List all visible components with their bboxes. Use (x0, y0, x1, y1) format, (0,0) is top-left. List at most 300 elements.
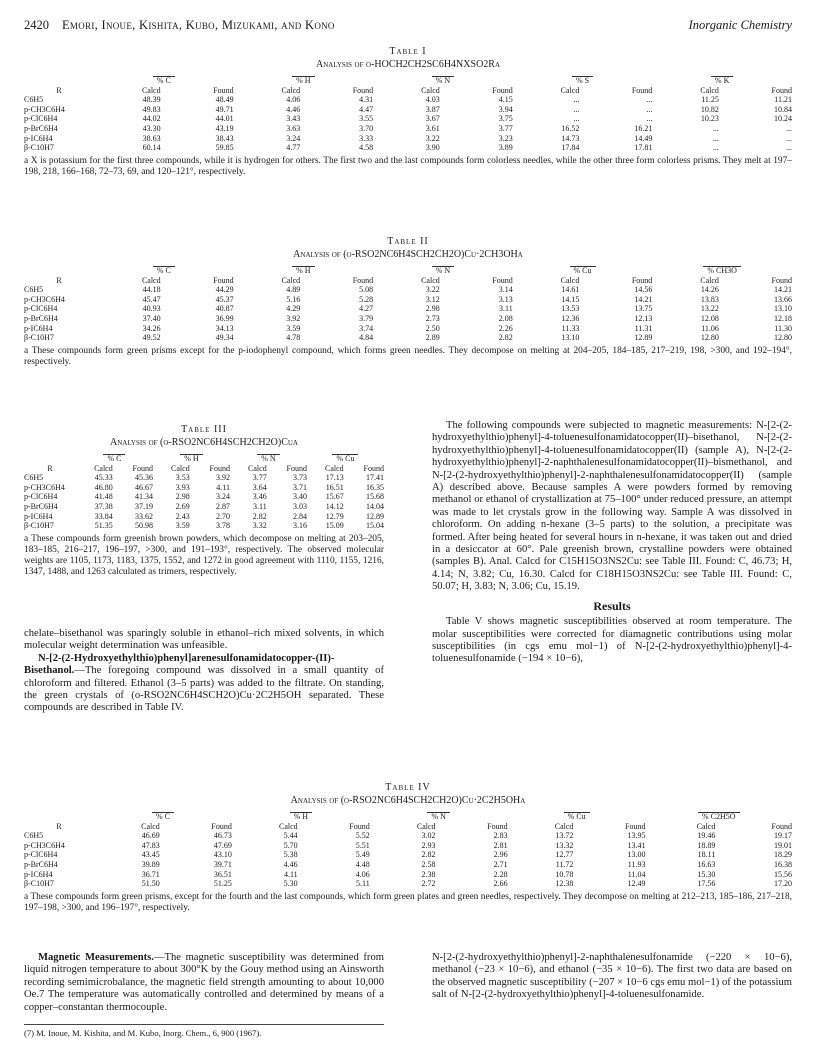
table-cell: 2.93 (421, 840, 436, 850)
group-header-label: % Cu (564, 812, 590, 821)
table-cell: 40.93 (142, 304, 161, 314)
table-cell: 3.13 (498, 294, 513, 304)
table-cell: 18.11 (697, 850, 716, 860)
results-heading: Results (593, 598, 631, 613)
table-cell: 13.66 (774, 294, 792, 304)
table-cell: 4.89 (286, 285, 301, 295)
table-cell: 3.89 (498, 143, 513, 153)
group-header (234, 72, 374, 86)
sub-header-cell: Calcd (281, 275, 301, 285)
sub-header-cell: Calcd (141, 85, 161, 95)
group-header-label: % N (432, 76, 454, 85)
row-label: p-ClC6H4 (24, 492, 58, 502)
sub-header-cell: Found (771, 275, 792, 285)
table-cell: 13.83 (700, 294, 719, 304)
left-para-1: chelate–bisethanol was sparingly soluble in ethanol–rich mixed solvents, in which molecular weight determination was unfeasible. (24, 628, 384, 652)
table-cell: 15.56 (774, 869, 792, 879)
table-cell: 4.27 (359, 304, 374, 314)
table-1-label: Table I (389, 46, 427, 57)
r-header: R (56, 85, 62, 95)
right-para-2: Table V shows magnetic susceptibilities observed at room temperature. The molar susceptibilities were corrected for diamagnetic contributions using molar susceptibilities (in cgs emu mol−1) of N-[2-(2-hydroxyethylthio)phenyl]-4-toluenesulfonamide (−194 × 10−6), (432, 616, 792, 665)
table-cell: 4.15 (498, 95, 513, 105)
table-row (24, 304, 792, 314)
table-cell: 50.98 (134, 521, 153, 531)
table-cell: 10.24 (774, 114, 792, 124)
table-cell: 4.48 (355, 859, 370, 869)
table-cell: 17.81 (634, 143, 653, 153)
table-cell: 11.21 (774, 95, 792, 105)
sub-header-cell: Found (213, 85, 234, 95)
sub-header-cell: Found (209, 463, 230, 473)
table-2-note: a These compounds form green prisms except for the p-iodophenyl compound, which forms green needles. They decompose on melting at 204–205, 184–185, 217–219, 198, >300, and 192–194°, respectively. (24, 345, 792, 367)
table-cell: 2.69 (175, 501, 190, 511)
left-para-2-body: —The foregoing compound was dissolved in a small quantity of chloroform and filtered. Ethanol (3–5 parts) was added to the filtrate. On standing, the green crystals of (o-RSO2NC6H4SCH2O)Cu·2C2H5OH separated. These compounds are described in Table IV. (24, 665, 384, 714)
table-cell: 3.74 (359, 323, 374, 333)
sub-header-cell: Found (211, 821, 232, 831)
table-cell: 13.22 (700, 304, 719, 314)
table-cell: ... (573, 104, 580, 114)
row-label: p-CH3C6H4 (24, 104, 65, 114)
table-cell: 46.73 (213, 831, 232, 841)
sub-header-row (24, 86, 792, 96)
table-cell: 34.13 (215, 323, 234, 333)
table-cell: ... (646, 114, 653, 124)
group-header-label: % CH3O (703, 266, 741, 275)
table-cell: 2.98 (425, 304, 440, 314)
table-cell: 5.11 (356, 879, 370, 889)
table-cell: 5.28 (359, 294, 374, 304)
group-header-label: % H (290, 812, 312, 821)
table-cell: 17.41 (366, 473, 384, 483)
table-cell: 2.08 (498, 313, 513, 323)
table-cell: 37.19 (134, 501, 153, 511)
table-cell: 49.71 (215, 104, 234, 114)
right-para-3: N-[2-(2-hydroxyethylthio)phenyl]-2-naphthalenesulfonamide (−220 × 10−6), methanol (−23 × 10−6), and ethanol (−35 × 10−6). The first two data are based on the observed magnetic susceptibility (−207 × 10−6 cgs emu mol−1) of the potassium salt of N-[2-(2-hydroxyethylthio)phenyl]-4-toluenesulfonamide. (432, 952, 792, 1001)
table-cell: 36.51 (213, 869, 232, 879)
table-cell: 4.11 (216, 482, 230, 492)
table-cell: 45.47 (142, 294, 161, 304)
table-row (24, 295, 792, 305)
sub-header-row (24, 464, 384, 474)
table-cell: 3.59 (286, 323, 301, 333)
group-header-label: % C (153, 76, 175, 85)
table-cell: 13.10 (561, 333, 580, 343)
table-cell: 43.30 (142, 123, 161, 133)
group-header (94, 72, 234, 86)
row-label: p-ClC6H4 (24, 850, 58, 860)
table-cell: 49.83 (142, 104, 161, 114)
table-cell: 10.23 (700, 114, 719, 124)
table-cell: 13.41 (627, 840, 646, 850)
group-header (652, 72, 792, 86)
row-label: p-BrC6H4 (24, 123, 58, 133)
group-header (307, 450, 384, 464)
table-cell: 11.33 (561, 323, 580, 333)
table-cell: 4.31 (359, 95, 374, 105)
table-cell: 39.89 (141, 859, 160, 869)
table-cell: 37.40 (142, 313, 161, 323)
table-cell: 3.93 (175, 482, 190, 492)
group-header (513, 262, 653, 276)
group-header (230, 450, 307, 464)
table-cell: 5.52 (355, 831, 370, 841)
group-header (153, 450, 230, 464)
table-cell: 2.58 (421, 859, 436, 869)
sub-header-cell: Calcd (325, 463, 344, 473)
table-cell: 16.51 (325, 482, 344, 492)
table-cell: 4.47 (359, 104, 374, 114)
table-cell: 14.73 (561, 133, 580, 143)
table-cell: 3.67 (425, 114, 440, 124)
group-header-blank (24, 808, 94, 822)
table-cell: 38.63 (142, 133, 161, 143)
sub-header-row (24, 276, 792, 286)
table-cell: 4.06 (355, 869, 370, 879)
table-cell: 44.01 (215, 114, 234, 124)
table-cell: 3.24 (215, 492, 230, 502)
table-cell: 3.77 (498, 123, 513, 133)
sub-header-cell: Calcd (700, 85, 719, 95)
table-cell: 43.10 (213, 850, 232, 860)
group-header (373, 72, 513, 86)
table-cell: 43.19 (215, 123, 234, 133)
table-row (24, 831, 792, 841)
table-cell: 3.92 (215, 473, 230, 483)
journal-name: Inorganic Chemistry (688, 18, 792, 32)
table-cell: 45.37 (215, 294, 234, 304)
group-header-blank (24, 72, 94, 86)
table-3 (24, 424, 384, 578)
table-cell: 13.95 (627, 831, 646, 841)
table-cell: 2.66 (493, 879, 508, 889)
table-cell: 3.79 (359, 313, 374, 323)
table-cell: 34.26 (142, 323, 161, 333)
table-cell: 12.89 (634, 333, 653, 343)
table-cell: 2.87 (215, 501, 230, 511)
table-cell: 3.11 (499, 304, 513, 314)
table-cell: 14.12 (325, 501, 344, 511)
row-label: p-IC6H4 (24, 133, 53, 143)
sub-header-cell: Found (492, 85, 513, 95)
table-cell: 41.48 (94, 492, 113, 502)
table-row (24, 870, 792, 880)
table-cell: 51.25 (213, 879, 232, 889)
table-cell: 10.78 (555, 869, 574, 879)
table-cell: 12.77 (555, 850, 574, 860)
table-1-grid (24, 72, 792, 153)
sub-header-cell: Found (349, 821, 370, 831)
group-header-label: % C (153, 266, 175, 275)
table-row (24, 314, 792, 324)
table-cell: 14.61 (561, 285, 580, 295)
r-header: R (56, 275, 62, 285)
table-cell: 44.29 (215, 285, 234, 295)
table-cell: 14.04 (366, 501, 384, 511)
table-cell: 3.33 (359, 133, 374, 143)
row-label: β-C10H7 (24, 879, 54, 889)
table-cell: ... (786, 143, 792, 153)
table-cell: 14.15 (561, 294, 580, 304)
table-cell: 11.31 (634, 323, 653, 333)
table-3-label: Table III (181, 424, 227, 435)
table-cell: 15.09 (325, 521, 344, 531)
sub-header-cell: Calcd (281, 85, 301, 95)
table-cell: 36.71 (141, 869, 160, 879)
sub-header-cell: Calcd (248, 463, 267, 473)
group-header-row (24, 72, 792, 86)
table-cell: 4.46 (286, 104, 301, 114)
sub-header-cell: Calcd (141, 821, 160, 831)
table-cell: 3.55 (359, 114, 374, 124)
table-cell: 13.10 (774, 304, 792, 314)
table-cell: 46.67 (134, 482, 153, 492)
group-header-blank (24, 262, 94, 276)
table-cell: 46.69 (141, 831, 160, 841)
table-cell: 4.78 (286, 333, 301, 343)
table-cell: 3.11 (253, 501, 267, 511)
table-cell: 12.79 (325, 511, 344, 521)
group-header-label: % H (292, 266, 314, 275)
group-header-label: % C (152, 812, 174, 821)
table-cell: 14.49 (634, 133, 653, 143)
table-cell: 3.90 (425, 143, 440, 153)
row-label: C6H5 (24, 95, 44, 105)
sub-header-row (24, 822, 792, 832)
table-cell: 3.73 (292, 473, 307, 483)
running-header (24, 18, 792, 38)
table-cell: 3.70 (359, 123, 374, 133)
table-cell: 2.98 (175, 492, 190, 502)
table-2-caption: Analysis of (o-RSO2NC6H4SCH2CH2O)Cu·2CH3OHa (293, 249, 523, 260)
left-column-top (24, 628, 384, 715)
left-para-3-head: Magnetic Measurements. (38, 952, 154, 963)
table-cell: 11.04 (627, 869, 646, 879)
table-cell: 15.30 (697, 869, 716, 879)
table-cell: 2.81 (493, 840, 508, 850)
table-row (24, 105, 792, 115)
table-cell: 5.51 (355, 840, 370, 850)
table-cell: 16.52 (561, 123, 580, 133)
group-header-label: % Cu (332, 454, 358, 463)
group-header-label: % C (103, 454, 125, 463)
row-label: p-IC6H4 (24, 323, 53, 333)
table-cell: 12.38 (555, 879, 574, 889)
table-cell: 47.69 (213, 840, 232, 850)
table-cell: 46.80 (94, 482, 113, 492)
left-column-bottom (24, 952, 384, 1014)
table-cell: 3.24 (286, 133, 301, 143)
sub-header-cell: Calcd (141, 275, 161, 285)
group-header (513, 72, 653, 86)
table-cell: 2.82 (498, 333, 513, 343)
table-cell: 3.53 (175, 473, 190, 483)
table-cell: 51.50 (141, 879, 160, 889)
table-row (24, 95, 792, 105)
table-row (24, 521, 384, 531)
footnote-7: (7) M. Inoue, M. Kishita, and M. Kubo, Inorg. Chem., 6, 900 (1967). (24, 1024, 384, 1038)
table-cell: ... (786, 133, 792, 143)
sub-header-cell: Calcd (171, 463, 190, 473)
table-4 (24, 782, 792, 914)
table-cell: 3.77 (252, 473, 267, 483)
table-cell: 48.49 (215, 95, 234, 105)
table-row (24, 512, 384, 522)
table-cell: 2.26 (498, 323, 513, 333)
table-cell: 13.72 (555, 831, 574, 841)
group-header (508, 808, 646, 822)
sub-header-cell: Found (352, 85, 374, 95)
table-cell: 2.96 (493, 850, 508, 860)
table-cell: 3.12 (425, 294, 440, 304)
table-cell: 12.36 (561, 313, 580, 323)
table-cell: 3.03 (292, 501, 307, 511)
table-cell: 4.84 (359, 333, 374, 343)
table-cell: 12.18 (774, 313, 792, 323)
author-line: Emori, Inoue, Kishita, Kubo, Mizukami, and Kono (62, 18, 335, 32)
table-cell: 11.30 (774, 323, 792, 333)
group-header (232, 808, 370, 822)
table-row (24, 324, 792, 334)
table-cell: 3.78 (215, 521, 230, 531)
row-label: C6H5 (24, 473, 44, 483)
table-cell: 2.70 (215, 511, 230, 521)
table-cell: 4.77 (286, 143, 301, 153)
table-cell: 3.02 (421, 831, 436, 841)
sub-header-cell: Calcd (560, 275, 580, 285)
sub-header-cell: Calcd (421, 275, 440, 285)
table-cell: 2.82 (252, 511, 267, 521)
table-cell: ... (712, 123, 719, 133)
group-header-label: % H (292, 76, 314, 85)
table-cell: 3.61 (425, 123, 440, 133)
table-cell: 4.58 (359, 143, 374, 153)
group-header (94, 808, 232, 822)
table-cell: 3.46 (252, 492, 267, 502)
table-row (24, 502, 384, 512)
group-header-row (24, 262, 792, 276)
table-cell: 14.56 (634, 285, 653, 295)
row-label: β-C10H7 (24, 143, 54, 153)
table-cell: 3.71 (292, 482, 307, 492)
table-cell: 3.75 (498, 114, 513, 124)
group-header (370, 808, 508, 822)
sub-header-cell: Found (363, 463, 384, 473)
table-cell: 3.23 (498, 133, 513, 143)
table-cell: 2.50 (425, 323, 440, 333)
table-cell: 13.53 (561, 304, 580, 314)
table-cell: 2.72 (421, 879, 436, 889)
table-4-grid (24, 808, 792, 889)
table-cell: 19.46 (697, 831, 716, 841)
table-cell: 45.36 (134, 473, 153, 483)
table-2-label: Table II (387, 236, 429, 247)
table-cell: 4.29 (286, 304, 301, 314)
table-cell: 10.82 (700, 104, 719, 114)
table-cell: 2.73 (425, 313, 440, 323)
table-cell: 2.28 (493, 869, 508, 879)
table-cell: 48.39 (142, 95, 161, 105)
table-2-grid (24, 262, 792, 343)
table-row (24, 850, 792, 860)
table-cell: 15.68 (366, 492, 384, 502)
table-2 (24, 236, 792, 368)
table-cell: 3.40 (292, 492, 307, 502)
sub-header-cell: Calcd (416, 821, 436, 831)
table-cell: 3.14 (498, 285, 513, 295)
table-cell: 12.80 (700, 333, 719, 343)
table-cell: 5.44 (283, 831, 298, 841)
table-cell: 19.17 (774, 831, 792, 841)
sub-header-cell: Found (132, 463, 153, 473)
table-cell: 3.22 (425, 133, 440, 143)
table-cell: 3.32 (252, 521, 267, 531)
table-cell: 5.49 (355, 850, 370, 860)
r-header: R (47, 463, 53, 473)
row-label: p-CH3C6H4 (24, 840, 65, 850)
table-cell: 44.18 (142, 285, 161, 295)
table-cell: 3.94 (498, 104, 513, 114)
table-1 (24, 46, 792, 178)
table-cell: 18.89 (697, 840, 716, 850)
table-4-caption: Analysis of (o-RSO2NC6H4SCH2CH2O)Cu·2C2H5OHa (290, 795, 526, 806)
table-cell: 43.45 (141, 850, 160, 860)
row-label: p-ClC6H4 (24, 114, 58, 124)
group-header-label: % S (572, 76, 593, 85)
table-cell: 5.30 (283, 879, 298, 889)
group-header-label: % N (432, 266, 454, 275)
table-cell: 3.64 (252, 482, 267, 492)
table-cell: ... (573, 114, 580, 124)
row-label: p-IC6H4 (24, 511, 53, 521)
table-cell: 12.49 (627, 879, 646, 889)
sub-header-cell: Calcd (94, 463, 113, 473)
table-row (24, 483, 384, 493)
table-row (24, 285, 792, 295)
row-label: p-IC6H4 (24, 869, 53, 879)
sub-header-cell: Found (631, 85, 653, 95)
sub-header-cell: Calcd (554, 821, 574, 831)
table-cell: 51.35 (94, 521, 113, 531)
group-header-row (24, 450, 384, 464)
group-header-row (24, 808, 792, 822)
row-label: C6H5 (24, 285, 44, 295)
table-cell: 3.22 (425, 285, 440, 295)
table-cell: 49.34 (215, 333, 234, 343)
table-cell: 3.16 (292, 521, 307, 531)
group-header (234, 262, 374, 276)
left-para-2-head: N-[2-(2-Hydroxyethylthio)phenyl]arenesulfonamidatocopper-(II)-Bisethanol. (24, 652, 335, 677)
sub-header-cell: Calcd (560, 85, 580, 95)
table-cell: 17.13 (325, 473, 344, 483)
table-cell: ... (573, 95, 580, 105)
table-cell: 10.84 (774, 104, 792, 114)
table-cell: 16.21 (634, 123, 653, 133)
table-cell: 3.87 (425, 104, 440, 114)
table-cell: 49.52 (142, 333, 161, 343)
table-cell: 11.25 (701, 95, 719, 105)
group-header-label: % N (427, 812, 449, 821)
table-cell: 13.32 (555, 840, 574, 850)
table-cell: ... (712, 133, 719, 143)
table-cell: 3.92 (286, 313, 301, 323)
group-header-label: % N (257, 454, 279, 463)
row-label: p-ClC6H4 (24, 304, 58, 314)
table-cell: ... (712, 143, 719, 153)
table-1-note: a X is potassium for the first three compounds, while it is hydrogen for others. The first two and the last compounds form colorless needles, while the other three form colorless prisms. They melt at 197–198, 218, 166–168, 72–73, 69, and 120–121°, respectively. (24, 155, 792, 177)
table-cell: 19.01 (774, 840, 792, 850)
table-row (24, 841, 792, 851)
sub-header-cell: Calcd (696, 821, 716, 831)
